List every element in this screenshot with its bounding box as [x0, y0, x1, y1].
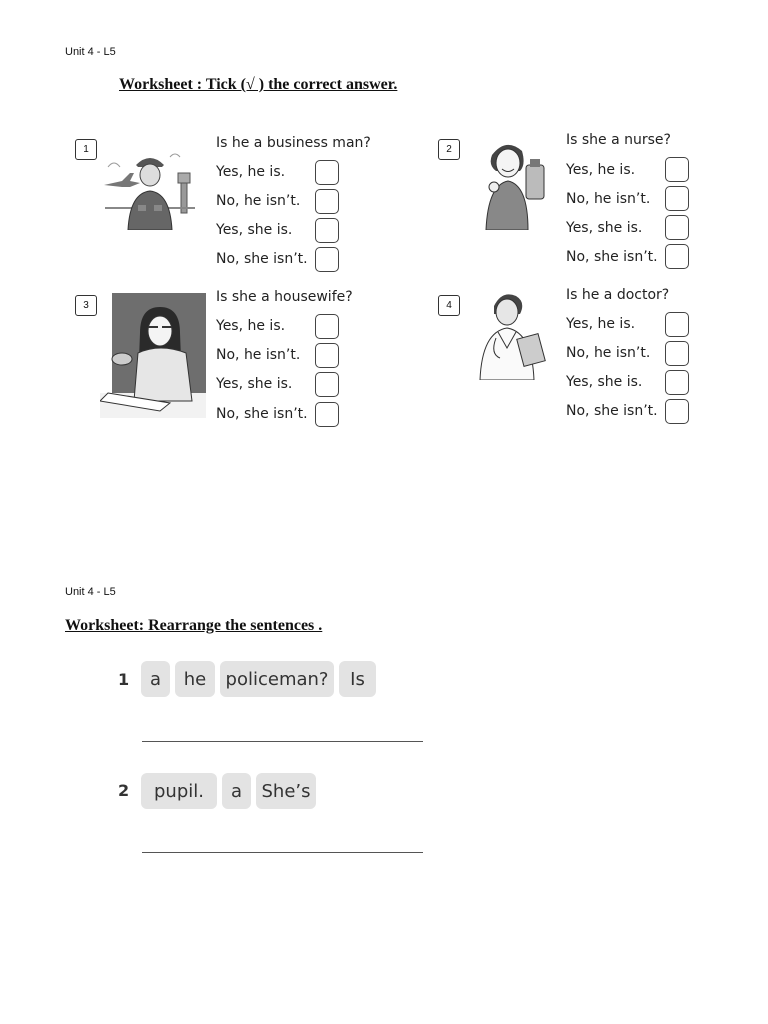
option-label: No, he isn’t. — [216, 347, 301, 363]
answer-checkbox[interactable] — [315, 247, 339, 272]
option-label: Yes, she is. — [216, 222, 293, 238]
question-number: 1 — [75, 139, 97, 160]
answer-checkbox[interactable] — [665, 244, 689, 269]
word-tile[interactable]: policeman? — [220, 661, 334, 697]
pilot-illustration — [100, 145, 200, 230]
option-label: No, she isn’t. — [216, 406, 308, 422]
word-tile[interactable]: Is — [339, 661, 376, 697]
option-label: Yes, she is. — [566, 374, 643, 390]
word-tile[interactable]: She’s — [256, 773, 316, 809]
answer-line[interactable] — [142, 741, 423, 742]
answer-checkbox[interactable] — [315, 160, 339, 185]
option-label: No, he isn’t. — [566, 191, 651, 207]
item-number: 1 — [118, 670, 130, 689]
answer-checkbox[interactable] — [315, 343, 339, 368]
worksheet-title: Worksheet : Tick (√ ) the correct answer. — [119, 76, 398, 93]
option-label: No, she isn’t. — [566, 249, 658, 265]
answer-checkbox[interactable] — [665, 215, 689, 240]
answer-checkbox[interactable] — [665, 186, 689, 211]
word-tile[interactable]: a — [222, 773, 251, 809]
nurse-illustration — [476, 135, 551, 230]
word-tile[interactable]: he — [175, 661, 215, 697]
answer-line[interactable] — [142, 852, 423, 853]
answer-checkbox[interactable] — [665, 399, 689, 424]
option-label: Yes, he is. — [216, 164, 286, 180]
question-number: 4 — [438, 295, 460, 316]
question-number: 2 — [438, 139, 460, 160]
option-label: Yes, she is. — [566, 220, 643, 236]
answer-checkbox[interactable] — [665, 341, 689, 366]
answer-checkbox[interactable] — [315, 372, 339, 397]
option-label: Yes, he is. — [216, 318, 286, 334]
option-label: No, she isn’t. — [216, 251, 308, 267]
option-label: Yes, he is. — [566, 316, 636, 332]
answer-checkbox[interactable] — [315, 402, 339, 427]
answer-checkbox[interactable] — [315, 314, 339, 339]
answer-checkbox[interactable] — [315, 218, 339, 243]
word-tile[interactable]: pupil. — [141, 773, 217, 809]
unit-label: Unit 4 - L5 — [65, 586, 116, 598]
option-label: Yes, he is. — [566, 162, 636, 178]
item-number: 2 — [118, 781, 130, 800]
option-label: No, he isn’t. — [216, 193, 301, 209]
question-number: 3 — [75, 295, 97, 316]
option-label: No, she isn’t. — [566, 403, 658, 419]
unit-label: Unit 4 - L5 — [65, 46, 116, 58]
word-tile[interactable]: a — [141, 661, 170, 697]
worksheet-title: Worksheet: Rearrange the sentences . — [65, 617, 323, 634]
question-text: Is he a business man? — [216, 135, 371, 151]
answer-checkbox[interactable] — [315, 189, 339, 214]
answer-checkbox[interactable] — [665, 157, 689, 182]
question-text: Is she a housewife? — [216, 289, 353, 305]
housewife-illustration — [100, 293, 206, 418]
doctor-illustration — [476, 288, 551, 380]
question-text: Is she a nurse? — [566, 132, 671, 148]
answer-checkbox[interactable] — [665, 370, 689, 395]
option-label: No, he isn’t. — [566, 345, 651, 361]
answer-checkbox[interactable] — [665, 312, 689, 337]
question-text: Is he a doctor? — [566, 287, 670, 303]
option-label: Yes, she is. — [216, 376, 293, 392]
